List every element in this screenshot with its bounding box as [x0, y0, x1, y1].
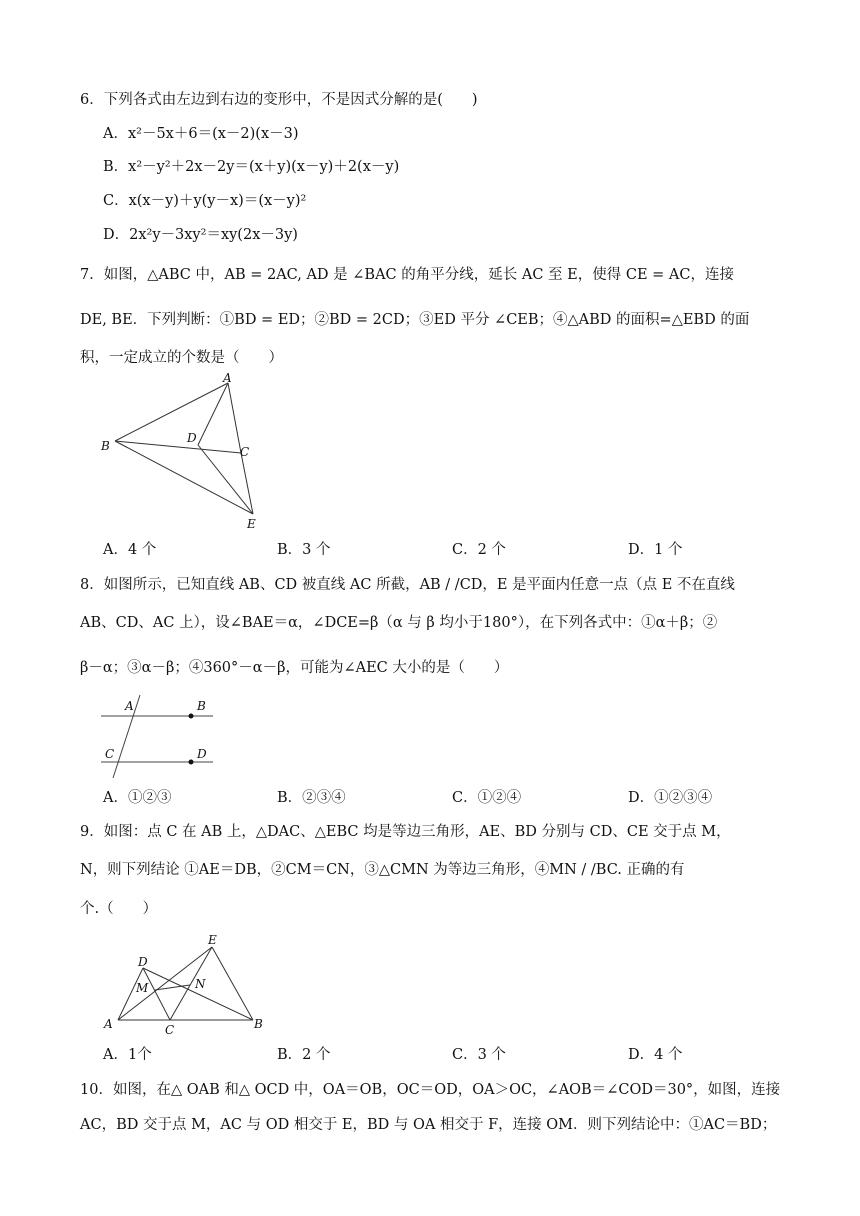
q8-stem-line2: AB、CD、AC 上），设∠BAE＝α，∠DCE=β（α 与 β 均小于180°），在下列各式中：①α＋β；②: [80, 615, 718, 631]
q8-label-d: D: [197, 747, 207, 761]
q8-label-a: A: [125, 699, 134, 713]
q8-option-a: A．①②③: [103, 790, 172, 806]
q7-label-a: A: [223, 372, 232, 385]
q8-stem-line3: β－α；③α－β；④360°－α－β，可能为∠AEC 大小的是（ ）: [80, 660, 509, 676]
q7-stem-line1: 7．如图，△ABC 中，AB = 2AC, AD 是 ∠BAC 的角平分线，延长 AC 至 E，使得 CE = AC，连接: [80, 267, 734, 283]
q9-label-a: A: [104, 1017, 113, 1031]
q7-option-c: C．2 个: [452, 542, 506, 558]
q8-option-b: B．②③④: [277, 790, 346, 806]
q9-label-m: M: [136, 981, 149, 995]
q9-option-b: B．2 个: [277, 1047, 331, 1063]
q7-stem-line2: DE, BE．下列判断：①BD = ED；②BD = 2CD；③ED 平分 ∠CEB；④△ABD 的面积=△EBD 的面: [80, 312, 750, 328]
q8-stem-line1: 8．如图所示，已知直线 AB、CD 被直线 AC 所截，AB / /CD，E 是平面内任意一点（点 E 不在直线: [80, 577, 735, 593]
q8-label-b: B: [197, 699, 206, 713]
q9-stem-line3: 个.（ ）: [80, 901, 158, 917]
q7-option-d: D．1 个: [628, 542, 683, 558]
q9-label-c: C: [165, 1023, 175, 1035]
q8-parallel-lines-figure: [95, 692, 225, 782]
q10-stem-line1: 10．如图，在△ OAB 和△ OCD 中，OA＝OB，OC＝OD，OA＞OC，∠AOB＝∠COD＝30°，如图，连接: [80, 1082, 781, 1098]
q9-option-c: C．3 个: [452, 1047, 506, 1063]
q7-label-b: B: [101, 439, 110, 453]
q7-option-b: B．3 个: [277, 542, 331, 558]
q7-stem-line3: 积，一定成立的个数是（ ）: [80, 350, 283, 366]
q9-option-a: A．1个: [103, 1047, 152, 1063]
q6-stem: 6．下列各式由左边到右边的变形中，不是因式分解的是( ): [80, 92, 478, 108]
q9-label-n: N: [195, 977, 206, 991]
q6-option-d: D．2x²y－3xy²＝xy(2x－3y): [103, 227, 298, 243]
q9-label-d: D: [138, 955, 148, 969]
q10-stem-line2: AC，BD 交于点 M，AC 与 OD 相交于 E，BD 与 OA 相交于 F，连接 OM．则下列结论中：①AC＝BD；: [80, 1117, 777, 1133]
q9-label-e: E: [208, 933, 217, 947]
q6-option-b: B．x²－y²＋2x－2y＝(x＋y)(x－y)＋2(x－y): [103, 159, 400, 175]
q8-option-c: C．①②④: [452, 790, 522, 806]
q9-stem-line2: N，则下列结论 ①AE＝DB，②CM＝CN，③△CMN 为等边三角形，④MN / /BC. 正确的有: [80, 862, 685, 878]
q7-triangle-figure: [95, 372, 275, 532]
q9-equilateral-triangles-figure: [98, 930, 273, 1035]
q9-label-b: B: [254, 1017, 263, 1031]
q6-option-a: A．x²－5x＋6＝(x－2)(x－3): [103, 126, 299, 142]
q9-option-d: D．4 个: [628, 1047, 683, 1063]
q8-label-c: C: [105, 747, 115, 761]
q7-label-e: E: [247, 517, 256, 531]
q9-stem-line1: 9．如图：点 C 在 AB 上，△DAC、△EBC 均是等边三角形，AE、BD 分别与 CD、CE 交于点 M，: [80, 824, 731, 840]
q8-option-d: D．①②③④: [628, 790, 713, 806]
q7-label-c: C: [240, 445, 250, 459]
q6-option-c: C．x(x－y)＋y(y－x)＝(x－y)²: [103, 193, 307, 209]
q7-label-d: D: [187, 431, 197, 445]
q7-option-a: A．4 个: [103, 542, 157, 558]
